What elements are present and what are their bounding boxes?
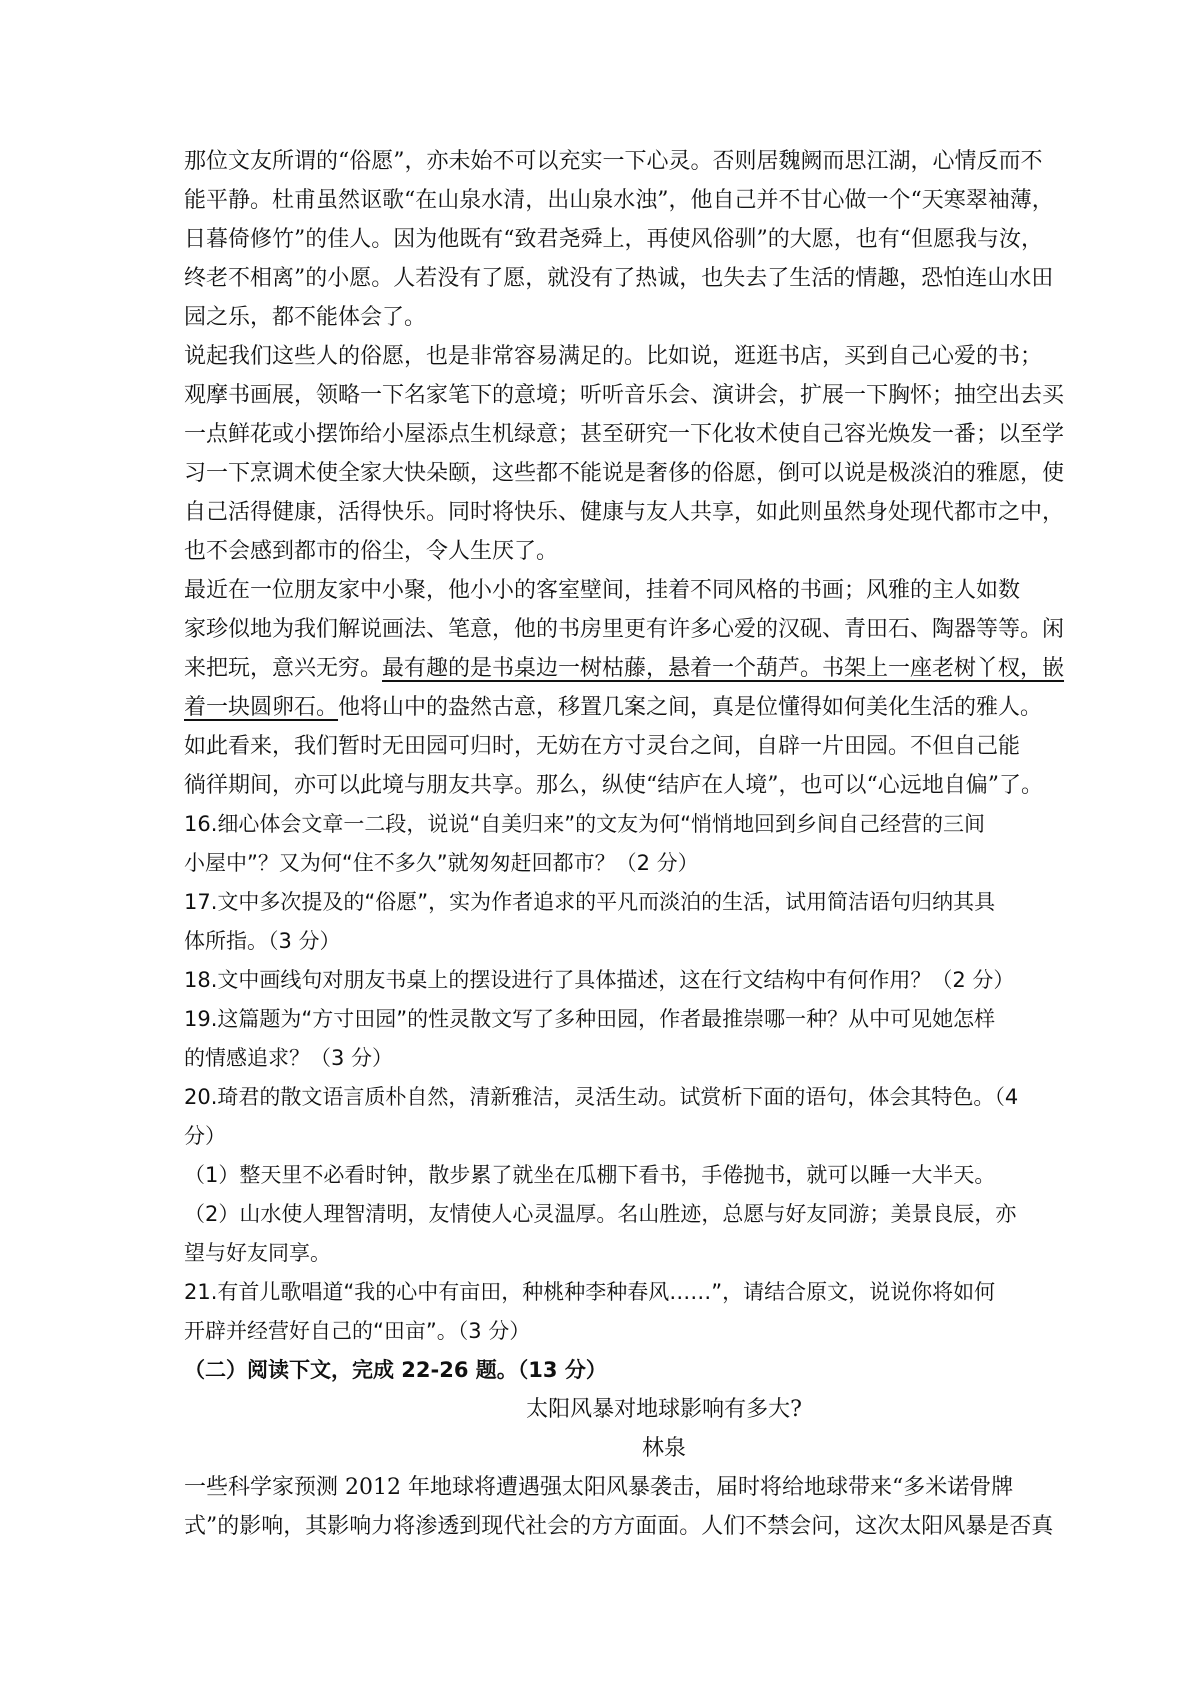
underlined-sentence: 着一块圆卵石。 xyxy=(184,695,339,720)
passage-line: 徜徉期间，亦可以此境与朋友共享。那么，纵使“结庐在人境”，也可以“心远地自偏”了。 xyxy=(184,773,1043,798)
passage-text: 来把玩，意兴无穷。 xyxy=(184,656,383,681)
passage-line: 日暮倚修竹”的佳人。因为他既有“致君尧舜上，再使风俗驯”的大愿，也有“但愿我与汝， xyxy=(184,227,1043,252)
passage-line xyxy=(184,688,1043,727)
question-line: 开辟并经营好自己的“田亩”。（3 分） xyxy=(184,1319,531,1343)
passage-text: 他将山中的盎然古意，移置几案之间，真是位懂得如何美化生活的雅人。 xyxy=(338,695,1043,720)
question-line: 小屋中”？又为何“住不多久”就匆匆赶回都市？（2 分） xyxy=(184,851,699,875)
passage-line: 园之乐，都不能体会了。 xyxy=(184,305,427,330)
passage xyxy=(184,142,1065,805)
article-title: 太阳风暴对地球影响有多大? xyxy=(526,1397,802,1422)
question-line: 体所指。（3 分） xyxy=(184,929,341,953)
passage-line: 最近在一位朋友家中小聚，他小小的客室壁间，挂着不同风格的书画；风雅的主人如数 xyxy=(184,578,1021,603)
passage-line xyxy=(184,649,1065,688)
question-line: 19.这篇题为“方寸田园”的性灵散文写了多种田园，作者最推崇哪一种？从中可见她怎样 xyxy=(184,1007,996,1031)
question-line: 望与好友同享。 xyxy=(184,1241,331,1265)
passage-line: 能平静。杜甫虽然讴歌“在山泉水清，出山泉水浊”，他自己并不甘心做一个“天寒翠袖薄， xyxy=(184,188,1054,213)
passage-line: 终老不相离”的小愿。人若没有了愿，就没有了热诚，也失去了生活的情趣，恐怕连山水田 xyxy=(184,266,1054,291)
passage-line: 也不会感到都市的俗尘，令人生厌了。 xyxy=(184,539,559,564)
question-line: 21.有首儿歌唱道“我的心中有亩田，种桃种李种春风……”，请结合原文，说说你将如何 xyxy=(184,1280,996,1304)
passage-line: 说起我们这些人的俗愿，也是非常容易满足的。比如说，逛逛书店，买到自己心爱的书； xyxy=(184,344,1043,369)
questions xyxy=(184,805,1024,1351)
passage-line: 如此看来，我们暂时无田园可归时，无妨在方寸灵台之间，自辟一片田园。不但自己能 xyxy=(184,734,1021,759)
section-two xyxy=(184,1351,1054,1546)
question-line: 18.文中画线句对朋友书桌上的摆设进行了具体描述，这在行文结构中有何作用？（2 分） xyxy=(184,968,1015,992)
question-line: （1）整天里不必看时钟，散步累了就坐在瓜棚下看书，手倦抛书，就可以睡一大半天。 xyxy=(184,1163,996,1187)
passage-line: 一点鲜花或小摆饰给小屋添点生机绿意；甚至研究一下化妆术使自己容光焕发一番；以至学 xyxy=(184,422,1065,447)
question-line: 16.细心体会文章一二段，说说“自美归来”的文友为何“悄悄地回到乡间自己经营的三间 xyxy=(184,812,986,836)
question-line: 20.琦君的散文语言质朴自然，清新雅洁，灵活生动。试赏析下面的语句，体会其特色。（4 xyxy=(184,1085,1019,1109)
article-author: 林泉 xyxy=(641,1436,686,1461)
question-line: 的情感追求？（3 分） xyxy=(184,1046,394,1070)
section-heading: （二）阅读下文，完成 22-26 题。（13 分） xyxy=(184,1358,607,1382)
underlined-sentence: 最有趣的是书桌边一树枯藤，悬着一个葫芦。书架上一座老树丫杈，嵌 xyxy=(382,656,1065,681)
article-line: 一些科学家预测 2012 年地球将遭遇强太阳风暴袭击，届时将给地球带来“多米诺骨牌 xyxy=(184,1475,1014,1500)
question-line: （2）山水使人理智清明，友情使人心灵温厚。名山胜迹，总愿与好友同游；美景良辰，亦 xyxy=(184,1202,1017,1226)
passage-line: 那位文友所谓的“俗愿”，亦未始不可以充实一下心灵。否则居魏阙而思江湖，心情反而不 xyxy=(184,149,1043,174)
passage-line: 家珍似地为我们解说画法、笔意，他的书房里更有许多心爱的汉砚、青田石、陶器等等。闲 xyxy=(184,617,1065,642)
passage-line: 习一下烹调术使全家大快朵颐，这些都不能说是奢侈的俗愿，倒可以说是极淡泊的雅愿，使 xyxy=(184,461,1065,486)
question-line: 分） xyxy=(184,1124,226,1148)
document-page xyxy=(184,142,1065,1546)
passage-line: 自己活得健康，活得快乐。同时将快乐、健康与友人共享，如此则虽然身处现代都市之中， xyxy=(184,500,1065,525)
question-line: 17.文中多次提及的“俗愿”，实为作者追求的平凡而淡泊的生活，试用简洁语句归纳其具 xyxy=(184,890,996,914)
passage-line: 观摩书画展，领略一下名家笔下的意境；听听音乐会、演讲会，扩展一下胸怀；抽空出去买 xyxy=(184,383,1065,408)
article-line: 式”的影响，其影响力将渗透到现代社会的方方面面。人们不禁会问，这次太阳风暴是否真 xyxy=(184,1514,1054,1539)
